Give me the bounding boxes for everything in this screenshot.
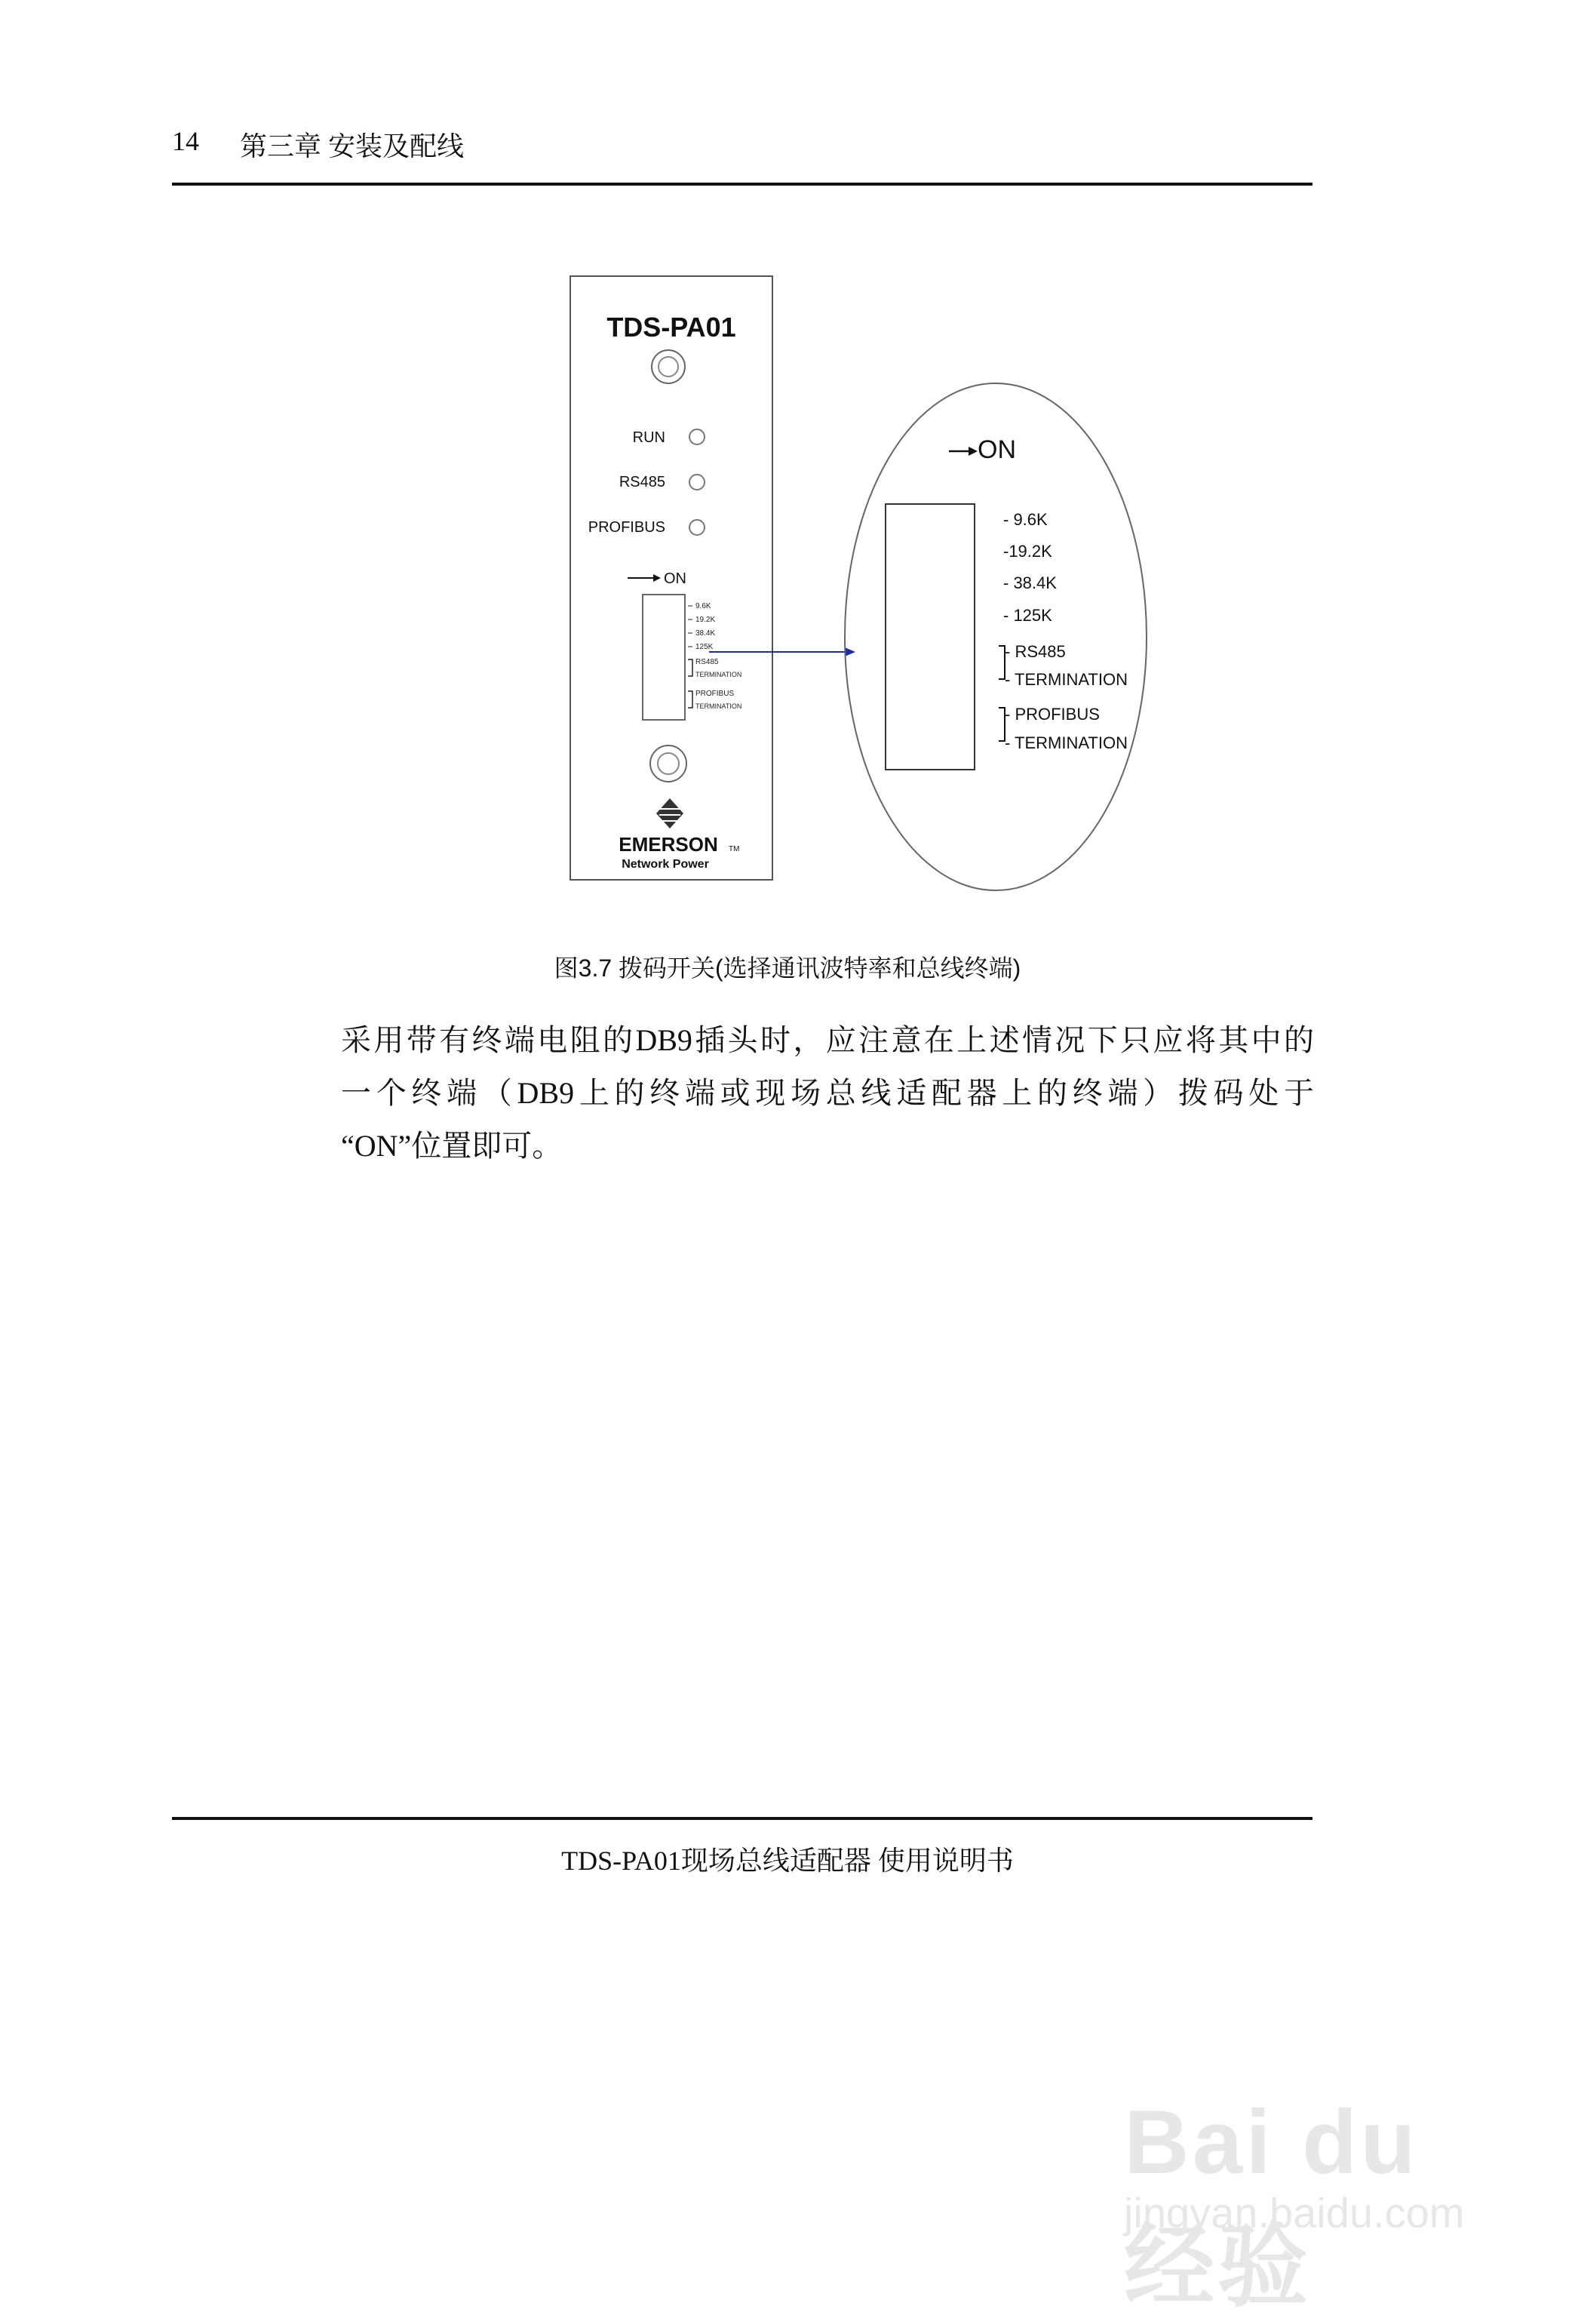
panel-dip-term-3: PROFIBUS bbox=[695, 690, 735, 698]
zoom-rate-3: - 38.4K bbox=[1003, 573, 1057, 592]
zoom-rate-1: - 9.6K bbox=[1003, 510, 1048, 529]
panel-dip-term-1: RS485 bbox=[695, 658, 719, 666]
watermark-main: Bai du 经验 bbox=[1124, 2092, 1419, 2317]
module-panel bbox=[570, 276, 772, 880]
footer-title: TDS-PA01现场总线适配器 使用说明书 bbox=[561, 1846, 1014, 1876]
body-paragraph bbox=[341, 1014, 1314, 1173]
panel-dip-switch bbox=[643, 595, 685, 720]
panel-dip-rate-4: 125K bbox=[695, 643, 714, 651]
figure-caption: 图3.7 拨码开关(选择通讯波特率和总线终端) bbox=[554, 954, 1021, 982]
zoom-dip-switch bbox=[886, 504, 975, 770]
zoom-term-2: - TERMINATION bbox=[1005, 670, 1128, 689]
led-label-profibus: PROFIBUS bbox=[588, 519, 665, 536]
baidu-watermark bbox=[1124, 2060, 1516, 2317]
watermark-url: jingyan.baidu.com bbox=[1124, 2189, 1465, 2236]
zoom-term-4: - TERMINATION bbox=[1005, 733, 1128, 752]
bottom-screw-icon bbox=[650, 745, 686, 782]
zoom-on-label: ON bbox=[978, 435, 1016, 464]
panel-dip-term-2: TERMINATION bbox=[695, 671, 742, 678]
zoom-rate-2: -19.2K bbox=[1003, 542, 1052, 561]
panel-dip-on-label: ON bbox=[664, 570, 686, 587]
led-profibus-icon bbox=[689, 520, 705, 535]
zoom-term-1: - RS485 bbox=[1005, 642, 1066, 661]
dip-switch-figure bbox=[558, 264, 1162, 905]
panel-dip-rate-2: 19.2K bbox=[695, 616, 716, 624]
paragraph-line-1: 采用带有终端电阻的DB9插头时，应注意在上述情况下只应将其中的 bbox=[341, 1023, 1314, 1057]
led-label-rs485: RS485 bbox=[619, 474, 665, 490]
pointer-arrow-icon bbox=[709, 647, 855, 656]
panel-model: TDS-PA01 bbox=[606, 312, 736, 343]
footer-rule bbox=[172, 1817, 1312, 1820]
panel-dip-rate-1: 9.6K bbox=[695, 602, 711, 610]
header-rule bbox=[172, 183, 1312, 186]
zoom-detail bbox=[845, 383, 1147, 890]
top-screw-icon bbox=[652, 350, 685, 383]
brand-tm: TM bbox=[729, 845, 740, 853]
page-number: 14 bbox=[172, 126, 199, 156]
led-label-run: RUN bbox=[632, 429, 665, 446]
zoom-term-3: - PROFIBUS bbox=[1005, 705, 1100, 724]
panel-dip-term-4: TERMINATION bbox=[695, 702, 742, 710]
panel-dip-rate-3: 38.4K bbox=[695, 629, 716, 638]
brand-sub: Network Power bbox=[622, 858, 709, 871]
paragraph-line-3: “ON”位置即可。 bbox=[341, 1129, 563, 1163]
led-run-icon bbox=[689, 429, 705, 444]
led-rs485-icon bbox=[689, 475, 705, 490]
zoom-on-arrow-icon bbox=[949, 447, 978, 456]
zoom-rate-4: - 125K bbox=[1003, 606, 1052, 625]
paragraph-line-2: 一个终端（DB9上的终端或现场总线适配器上的终端）拨码处于 bbox=[341, 1076, 1314, 1110]
chapter-title: 第三章 安装及配线 bbox=[240, 131, 465, 161]
emerson-logo-icon bbox=[656, 798, 683, 828]
brand-name: EMERSON bbox=[619, 833, 718, 856]
panel-dip-on-arrow-icon bbox=[628, 574, 661, 582]
